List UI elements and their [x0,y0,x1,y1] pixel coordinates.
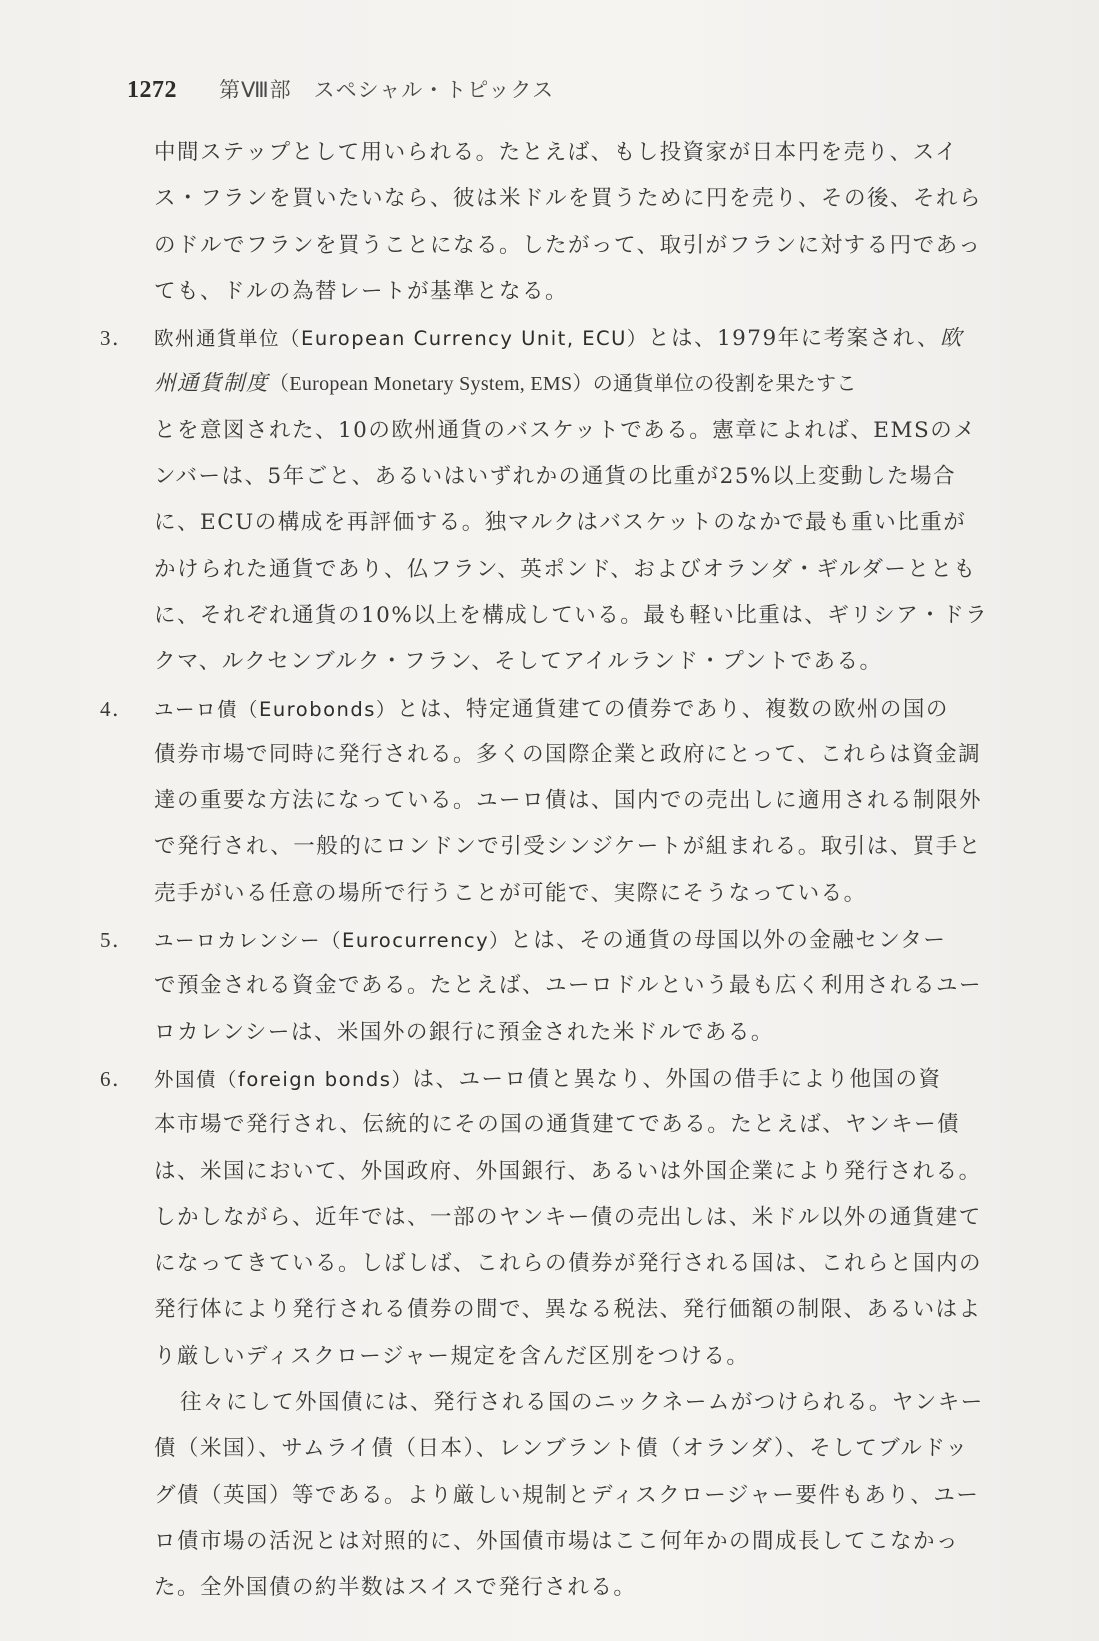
page-header [127,74,1007,114]
text-line: 売手がいる任意の場所で行うことが可能で、実際にそうなっている。 [154,880,867,906]
text-line: とを意図された、10の欧州通貨のバスケットである。憲章によれば、EMSのメ [154,417,977,443]
text-line: た。全外国債の約半数はスイスで発行される。 [154,1575,637,1601]
item-number: 5． [100,928,135,953]
text-line: 中間ステップとして用いられる。たとえば、もし投資家が日本円を売り、スイ [154,140,959,165]
page-number: 1272 [127,77,177,103]
text-line [100,686,1015,732]
text-line: 本市場で発行され、伝統的にその国の通貨建てである。たとえば、ヤンキー債 [154,1112,961,1138]
text-span: とは、1979年に考案され、 [647,326,940,352]
text-line: ス・フランを買いたいなら、彼は米ドルを買うために円を売り、その後、それら [154,186,983,212]
text-line: 債（米国）、サムライ債（日本）、レンブラント債（オランダ）、そしてブルドッ [154,1436,969,1462]
glossary-term: 欧州通貨単位（European Currency Unit, ECU） [154,327,648,351]
text-line: のドルでフランを買うことになる。したがって、取引がフランに対する円であっ [154,232,982,258]
text-line: しかしながら、近年では、一部のヤンキー債の売出しは、米ドル以外の通貨建て [154,1204,982,1230]
list-item-3 [100,315,1015,685]
text-line [100,315,1015,361]
glossary-term: ユーロ債（Eurobonds） [154,697,397,721]
item-number: 6． [100,1066,135,1091]
text-line [100,361,1015,407]
text-line: グ債（英国）等である。より厳しい規制とディスクロージャー要件もあり、ユー [154,1482,980,1508]
text-line: で預金される資金である。たとえば、ユーロドルという最も広く利用されるユー [154,973,983,999]
list-item-5 [100,917,1015,1056]
glossary-term: ユーロカレンシー（Eurocurrency） [154,929,511,953]
text-line: クマ、ルクセンブルク・フラン、そしてアイルランド・プントである。 [154,649,883,675]
text-line: は、米国において、外国政府、外国銀行、あるいは外国企業により発行される。 [154,1158,982,1184]
text-line: ロ債市場の活況とは対照的に、外国債市場はここ何年かの間成長してこなかっ [154,1528,960,1554]
list-item-4 [100,686,1015,917]
item-number: 3． [100,326,135,351]
text-line [100,917,1015,963]
body-text [100,130,1015,1612]
text-line: になってきている。しばしば、これらの債券が発行される国は、これらと国内の [154,1251,983,1277]
list-item-6 [100,1056,1015,1612]
running-head: 第Ⅷ部 スペシャル・トピックス [219,78,555,102]
text-line: で発行され、一般的にロンドンで引受シンジケートが組まれる。取引は、買手と [154,834,982,860]
text-line: に、ECUの構成を再評価する。独マルクはバスケットのなかで最も重い比重が [154,510,967,536]
italic-term: 州通貨制度 [154,371,270,397]
text-span: とは、その通貨の母国以外の金融センター [510,928,947,954]
text-span: とは、特定通貨建ての債券であり、複数の欧州の国の [396,696,949,722]
text-line: ても、ドルの為替レートが基準となる。 [154,278,569,304]
text-line: り厳しいディスクロージャー規定を含んだ区別をつける。 [154,1343,750,1369]
text-line: ンバーは、5年ごと、あるいはいずれかの通貨の比重が25%以上変動した場合 [154,464,956,490]
text-line: 往々にして外国債には、発行される国のニックネームがつけられる。ヤンキー [180,1390,984,1416]
italic-term: 欧 [939,326,963,352]
text-line: ロカレンシーは、米国外の銀行に預金された米ドルである。 [154,1019,774,1045]
text-line: かけられた通貨であり、仏フラン、英ポンド、およびオランダ・ギルダーととも [154,556,977,582]
item-number: 4． [100,696,135,721]
text-span: （European Monetary System, EMS）の通貨単位の役割を果たすこ [269,373,857,396]
text-line: 債券市場で同時に発行される。多くの国際企業と政府にとって、これらは資金調 [154,741,982,767]
text-line: 達の重要な方法になっている。ユーロ債は、国内での売出しに適用される制限外 [154,788,983,814]
text-line: に、それぞれ通貨の10%以上を構成している。最も軽い比重は、ギリシア・ドラ [154,602,989,628]
text-line [100,1056,1015,1102]
text-span: は、ユーロ債と異なり、外国の借手により他国の資 [412,1066,942,1092]
text-line: 発行体により発行される債券の間で、異なる税法、発行価額の制限、あるいはよ [154,1297,982,1323]
glossary-term: 外国債（foreign bonds） [154,1067,413,1091]
